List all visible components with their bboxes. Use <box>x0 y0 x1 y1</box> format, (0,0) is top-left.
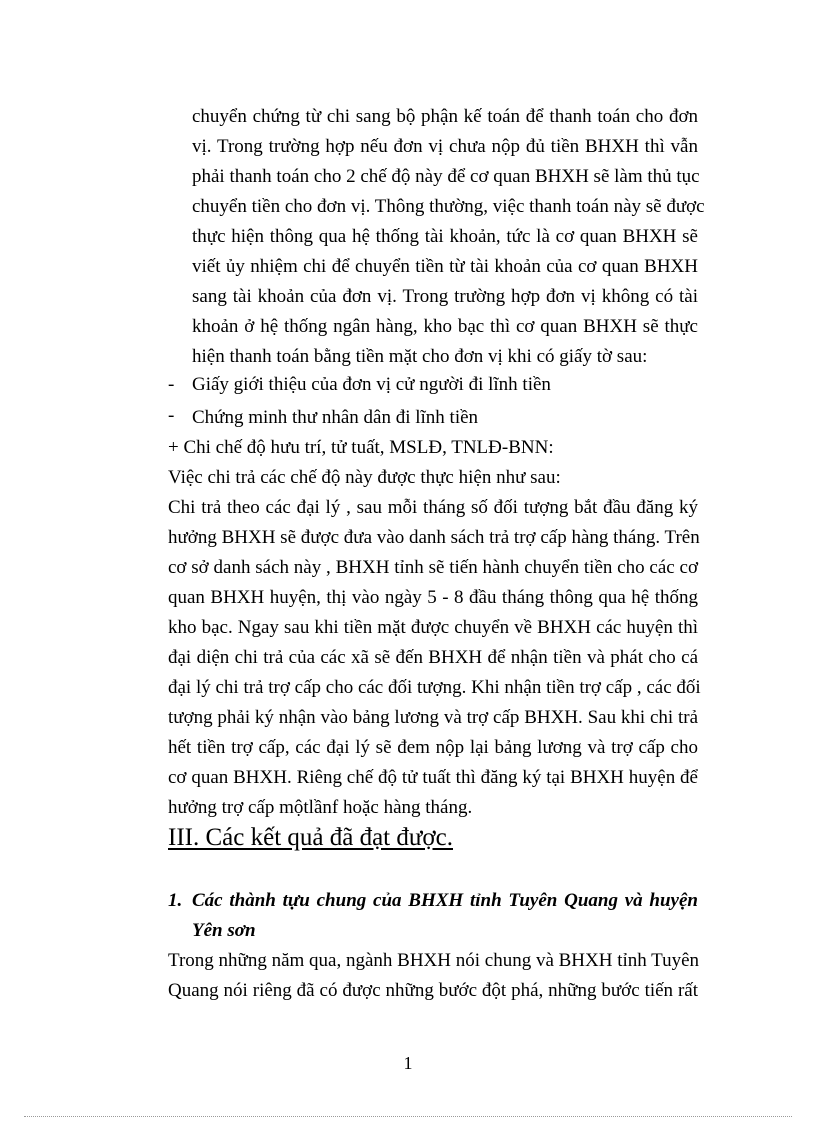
achievements-line-1: Trong những năm qua, ngành BHXH nói chung và BHXH tỉnh Tuyên <box>168 950 700 971</box>
agents-line-5: kho bạc. Ngay sau khi tiền mặt được chuyển về BHXH các huyện thì <box>168 617 698 638</box>
page-bottom-divider <box>24 1116 792 1117</box>
agents-line-6: đại diện chi trả của các xã sẽ đến BHXH để nhận tiền và phát cho cá <box>168 647 698 668</box>
agents-line-3: cơ sở danh sách này , BHXH tỉnh sẽ tiến hành chuyển tiền cho các cơ <box>168 557 698 578</box>
agents-line-11: hưởng trợ cấp mộtlầnf hoặc hàng tháng. <box>168 797 473 818</box>
intro-line-7: sang tài khoản của đơn vị. Trong trường hợp đơn vị không có tài <box>192 286 698 307</box>
bullet-item: Giấy giới thiệu của đơn vị cử người đi lĩnh tiền <box>192 374 551 395</box>
intro-line-9: hiện thanh toán bằng tiền mặt cho đơn vị khi có giấy tờ sau: <box>192 346 648 367</box>
intro-line-5: thực hiện thông qua hệ thống tài khoản, tức là cơ quan BHXH sẽ <box>192 226 698 247</box>
page-number: 1 <box>403 1053 413 1073</box>
agents-line-4: quan BHXH huyện, thị vào ngày 5 - 8 đầu tháng thông qua hệ thống <box>168 587 698 608</box>
intro-line-8: khoản ở hệ thống ngân hàng, kho bạc thì cơ quan BHXH sẽ thực <box>192 316 698 337</box>
pension-intro: Việc chi trả các chế độ này được thực hiện như sau: <box>168 467 561 488</box>
subsection-title-line-1: Các thành tựu chung của BHXH tỉnh Tuyên Quang và huyện <box>192 890 698 911</box>
intro-line-6: viết ủy nhiệm chi để chuyển tiền từ tài khoản của cơ quan BHXH <box>192 256 698 277</box>
bullet-item: Chứng minh thư nhân dân đi lĩnh tiền <box>192 407 479 428</box>
agents-line-2: hưởng BHXH sẽ được đưa vào danh sách trả trợ cấp hàng tháng. Trên <box>168 527 700 548</box>
intro-line-4: chuyển tiền cho đơn vị. Thông thường, việc thanh toán này sẽ được <box>192 196 705 217</box>
achievements-line-2: Quang nói riêng đã có được những bước đột phá, những bước tiến rất <box>168 980 698 1001</box>
agents-line-1: Chi trả theo các đại lý , sau mỗi tháng số đối tượng bắt đầu đăng ký <box>168 497 698 518</box>
section-heading: III. Các kết quả đã đạt được. <box>168 824 453 851</box>
bullet-marker: - <box>168 405 175 426</box>
intro-line-3: phải thanh toán cho 2 chế độ này để cơ quan BHXH sẽ làm thủ tục <box>192 166 700 187</box>
intro-line-2: vị. Trong trường hợp nếu đơn vị chưa nộp đủ tiền BHXH thì vẫn <box>192 136 698 157</box>
subsection-number: 1. <box>168 890 183 911</box>
intro-line-1: chuyển chứng từ chi sang bộ phận kế toán để thanh toán cho đơn <box>192 106 698 127</box>
pension-heading: + Chi chế độ hưu trí, tử tuất, MSLĐ, TNLĐ-BNN: <box>168 437 554 458</box>
agents-line-10: cơ quan BHXH. Riêng chế độ tử tuất thì đăng ký tại BHXH huyện để <box>168 767 698 788</box>
agents-line-9: hết tiền trợ cấp, các đại lý sẽ đem nộp lại bảng lương và trợ cấp cho <box>168 737 698 758</box>
agents-line-7: đại lý chi trả trợ cấp cho các đối tượng. Khi nhận tiền trợ cấp , các đối <box>168 677 701 698</box>
subsection-title-line-2: Yên sơn <box>192 920 256 941</box>
agents-line-8: tượng phải ký nhận vào bảng lương và trợ cấp BHXH. Sau khi chi trả <box>168 707 698 728</box>
bullet-marker: - <box>168 374 175 395</box>
